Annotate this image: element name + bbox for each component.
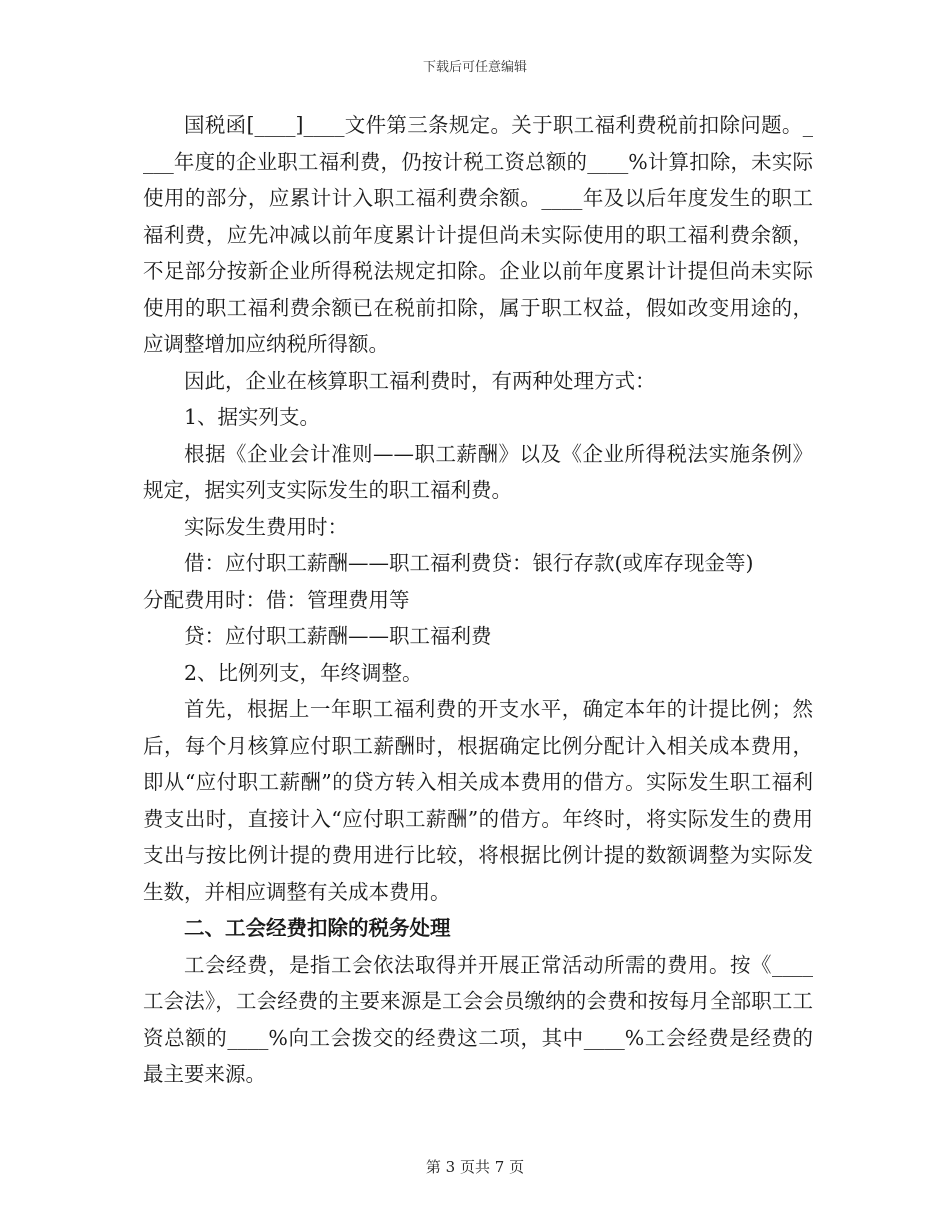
paragraph-allocation: 分配费用时：借：管理费用等 [143, 587, 410, 612]
paragraph-actual-expense: 实际发生费用时： [184, 514, 348, 539]
paragraph-method-2-title: 2、比例列支，年终调整。 [184, 660, 423, 685]
paragraph-welfare-rule: 国税函[____]____文件第三条规定。关于职工福利费税前扣除问题。____年度的企业职工福利费，仍按计税工资总额的____%计算扣除，未实际使用的部分，应累计计入职工福利费余额。____年及以后年度发生的职工福利费，应先冲减以前年度累计计提但尚未实际使用的职工福利费余额，不足部分按新企业所得税法规定扣除。企业以前年度累计计提但尚未实际使用的职工福利费余额已在税前扣除，属于职工权益，假如改变用途的，应调整增加应纳税所得额。 [143, 113, 813, 356]
page-number: 第 3 页共 7 页 [425, 1158, 525, 1176]
paragraph-two-methods: 因此，企业在核算职工福利费时，有两种处理方式： [184, 368, 656, 393]
paragraph-journal-debit: 借：应付职工薪酬——职工福利费贷：银行存款(或库存现金等) [184, 551, 754, 575]
paragraph-method-1-basis: 根据《企业会计准则——职工薪酬》以及《企业所得税法实施条例》规定，据实列支实际发生的职工福利费。 [143, 441, 813, 502]
paragraph-journal-credit: 贷：应付职工薪酬——职工福利费 [184, 624, 492, 648]
paragraph-union-fees: 工会经费，是指工会依法取得并开展正常活动所需的费用。按《____工会法》，工会经费的主要来源是工会会员缴纳的会费和按每月全部职工工资总额的____%向工会拨交的经费这二项，其中____%工会经费是经费的最主要来源。 [143, 952, 813, 1086]
paragraph-method-2-detail: 首先，根据上一年职工福利费的开支水平，确定本年的计提比例；然后，每个月核算应付职工薪酬时，根据确定比例分配计入相关成本费用，即从“应付职工薪酬”的贷方转入相关成本费用的借方。实际发生职工福利费支出时，直接计入“应付职工薪酬”的借方。年终时，将实际发生的费用支出与按比例计提的费用进行比较，将根据比例计提的数额调整为实际发生数，并相应调整有关成本费用。 [143, 697, 813, 904]
section-heading-union-fees: 二、工会经费扣除的税务处理 [184, 916, 451, 940]
document-body [143, 107, 813, 1093]
page-header: 下载后可任意编辑 [422, 60, 527, 75]
paragraph-method-1-title: 1、据实列支。 [184, 405, 321, 429]
